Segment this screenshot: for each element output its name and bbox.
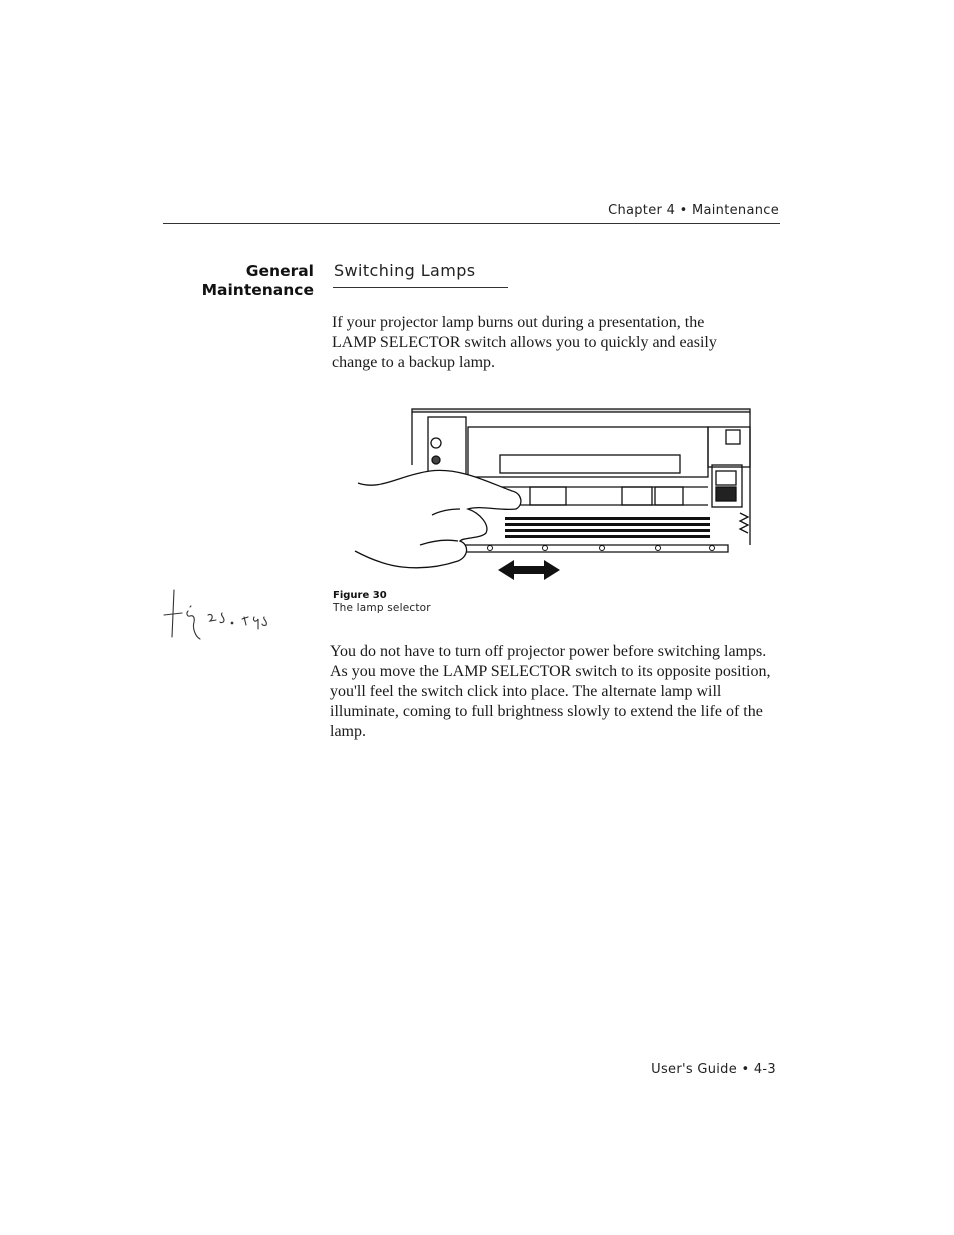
handwritten-note-drawing xyxy=(150,585,280,645)
side-heading-line1: General xyxy=(245,262,314,280)
figure-caption: The lamp selector xyxy=(333,602,431,614)
detail-paragraph: You do not have to turn off projector power before switching lamps. As you move the LAMP SELECTOR switch to its opposite position, you'll feel the switch click into place. The alternate lamp will illuminate, coming to full brightness slowly to extend the life of the lamp. xyxy=(330,643,771,740)
header-rule xyxy=(163,223,780,224)
page-footer: User's Guide • 4-3 xyxy=(651,1062,776,1077)
side-heading xyxy=(150,262,314,300)
handwritten-note xyxy=(150,585,280,645)
running-head: Chapter 4 • Maintenance xyxy=(608,203,779,218)
figure-label: Figure 30 xyxy=(333,590,387,601)
section-title-rule xyxy=(333,287,508,288)
projector-lamp-selector-illustration xyxy=(340,405,755,590)
intro-paragraph: If your projector lamp burns out during a presentation, the LAMP SELECTOR switch allows you to quickly and easily change to a backup lamp. xyxy=(332,314,717,371)
side-heading-line2: Maintenance xyxy=(201,281,314,299)
section-title: Switching Lamps xyxy=(334,261,476,280)
